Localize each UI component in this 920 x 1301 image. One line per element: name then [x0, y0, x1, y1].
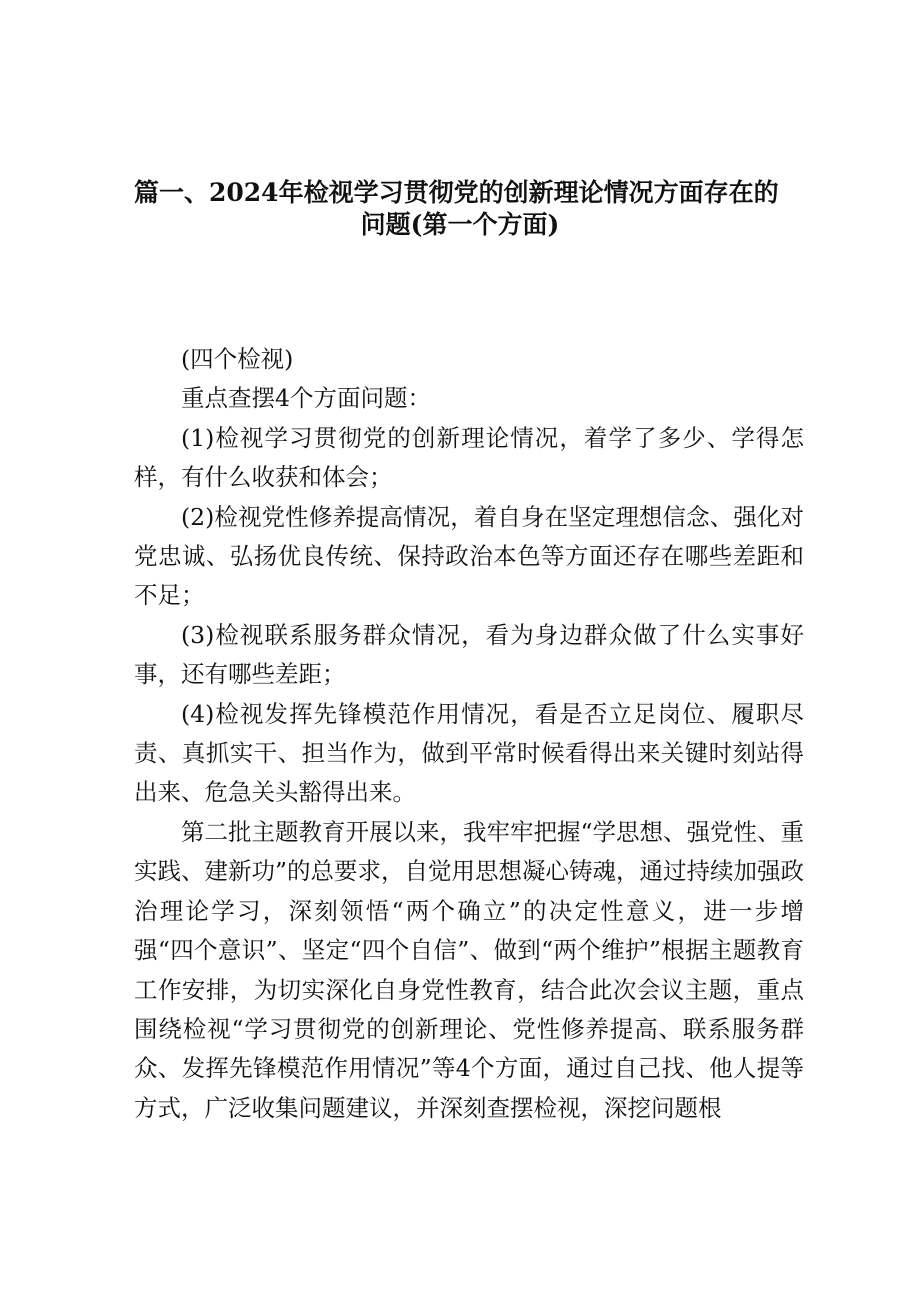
paragraph-item-4: (4)检视发挥先锋模范作用情况，看是否立足岗位、履职尽责、真抓实干、担当作为，做到平常时候看得出来关键时刻站得出来、危急关头豁得出来。: [134, 699, 804, 807]
document-body: [134, 340, 804, 1128]
paragraph-item-2: (2)检视党性修养提高情况，着自身在坚定理想信念、强化对党忠诚、弘扬优良传统、保持政治本色等方面还存在哪些差距和不足；: [134, 502, 804, 610]
paragraph-item-3: (3)检视联系服务群众情况，看为身边群众做了什么实事好事，还有哪些差距；: [134, 620, 804, 689]
paragraph-key-issues: 重点查摆4个方面问题：: [181, 384, 431, 413]
paragraph-four-reviews: (四个检视): [181, 345, 294, 373]
paragraph-item-1: (1)检视学习贯彻党的创新理论情况，着学了多少、学得怎样，有什么收获和体会；: [134, 423, 804, 492]
document-title-line-2: 问题(第一个方面): [360, 210, 560, 239]
paragraph-main-text: 第二批主题教育开展以来，我牢牢把握“学思想、强党性、重实践、建新功”的总要求，自觉用思想凝心铸魂，通过持续加强政治理论学习，深刻领悟“两个确立”的决定性意义，进一步增强“四个意识”、坚定“四个自信”、做到“两个维护”根据主题教育工作安排，为切实深化自身党性教育，结合此次会议主题，重点围绕检视“学习贯彻党的创新理论、党性修养提高、联系服务群众、发挥先锋模范作用情况”等4个方面，通过自己找、他人提等方式，广泛收集问题建议，并深刻查摆检视，深挖问题根: [134, 817, 805, 1122]
document-title-line-1: 篇一、2024年检视学习贯彻党的创新理论情况方面存在的: [134, 178, 779, 207]
